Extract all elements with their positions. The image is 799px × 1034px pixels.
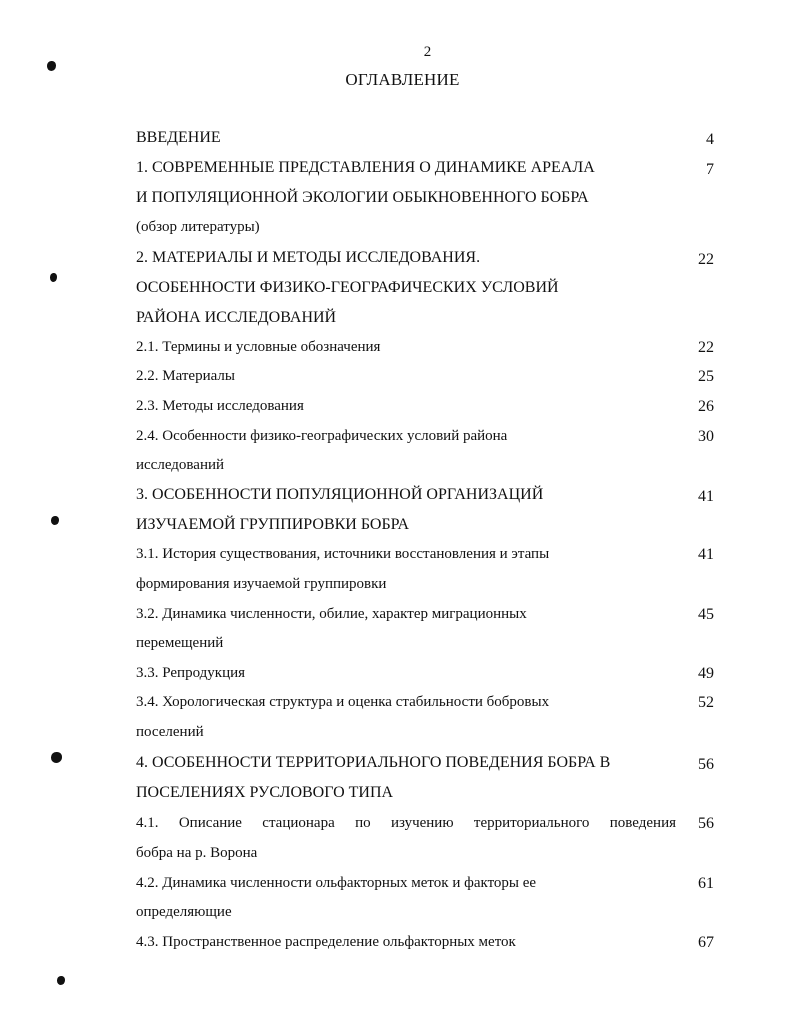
toc-entry-4-2: 4.2. Динамика численности ольфакторных меток и факторы ее bbox=[136, 875, 537, 891]
toc-entry-chapter-2: 2. МАТЕРИАЛЫ И МЕТОДЫ ИССЛЕДОВАНИЯ. bbox=[136, 249, 481, 266]
toc-entry-chapter-3-cont: ИЗУЧАЕМОЙ ГРУППИРОВКИ БОБРА bbox=[136, 516, 410, 533]
toc-entry-4-1-cont: бобра на р. Ворона bbox=[136, 845, 258, 861]
toc-page-number: 52 bbox=[698, 694, 714, 711]
toc-entry-2-4-cont: исследований bbox=[136, 457, 225, 473]
toc-entry-3-2: 3.2. Динамика численности, обилие, характер миграционных bbox=[136, 606, 527, 622]
toc-entry-4-1: 4.1. Описание стационара по изучению территориального поведения bbox=[136, 815, 676, 831]
toc-entry-3-4-cont: поселений bbox=[136, 724, 204, 740]
toc-entry-chapter-2-cont: ОСОБЕННОСТИ ФИЗИКО-ГЕОГРАФИЧЕСКИХ УСЛОВИЙ bbox=[136, 279, 559, 296]
toc-entry-chapter-2-cont: РАЙОНА ИССЛЕДОВАНИЙ bbox=[136, 309, 337, 326]
toc-entry-chapter-1: 1. СОВРЕМЕННЫЕ ПРЕДСТАВЛЕНИЯ О ДИНАМИКЕ АРЕАЛА bbox=[136, 159, 595, 176]
toc-entry-2-2: 2.2. Материалы bbox=[136, 368, 235, 384]
toc-page-number: 49 bbox=[698, 665, 714, 682]
toc-page-number: 26 bbox=[698, 398, 714, 415]
page-title: ОГЛАВЛЕНИЕ bbox=[345, 70, 460, 89]
toc-entry-chapter-3: 3. ОСОБЕННОСТИ ПОПУЛЯЦИОННОЙ ОРГАНИЗАЦИЙ bbox=[136, 486, 544, 503]
toc-page-number: 41 bbox=[698, 546, 714, 563]
toc-page-number: 7 bbox=[706, 161, 714, 178]
toc-page-number: 25 bbox=[698, 368, 714, 385]
toc-entry-chapter-1-cont: (обзор литературы) bbox=[136, 219, 260, 235]
toc-entry-chapter-4: 4. ОСОБЕННОСТИ ТЕРРИТОРИАЛЬНОГО ПОВЕДЕНИЯ БОБРА В bbox=[136, 754, 611, 771]
toc-entry-4-2-cont: определяющие bbox=[136, 904, 232, 920]
toc-page-number: 30 bbox=[698, 428, 714, 445]
toc-page-number: 61 bbox=[698, 875, 714, 892]
toc-entry-chapter-1-cont: И ПОПУЛЯЦИОННОЙ ЭКОЛОГИИ ОБЫКНОВЕННОГО БОБРА bbox=[136, 189, 589, 206]
toc-page-number: 67 bbox=[698, 934, 714, 951]
toc-page-number: 56 bbox=[698, 756, 714, 773]
toc-page-number: 4 bbox=[706, 131, 714, 148]
toc-entry-2-3: 2.3. Методы исследования bbox=[136, 398, 304, 414]
toc-entry-3-1: 3.1. История существования, источники восстановления и этапы bbox=[136, 546, 550, 562]
toc-entry-introduction: ВВЕДЕНИЕ bbox=[136, 129, 221, 146]
toc-entry-2-1: 2.1. Термины и условные обозначения bbox=[136, 339, 381, 355]
page-number: 2 bbox=[423, 44, 432, 60]
binding-hole-mark bbox=[57, 976, 65, 985]
binding-hole-mark bbox=[51, 752, 62, 763]
toc-page-number: 45 bbox=[698, 606, 714, 623]
toc-page-number: 22 bbox=[698, 251, 714, 268]
toc-page-number: 22 bbox=[698, 339, 714, 356]
toc-entry-4-3: 4.3. Пространственное распределение ольфакторных меток bbox=[136, 934, 516, 950]
toc-entry-3-1-cont: формирования изучаемой группировки bbox=[136, 576, 387, 592]
toc-entry-3-3: 3.3. Репродукция bbox=[136, 665, 246, 681]
toc-page-number: 41 bbox=[698, 488, 714, 505]
binding-hole-mark bbox=[51, 516, 59, 525]
toc-entry-2-4: 2.4. Особенности физико-географических условий района bbox=[136, 428, 508, 444]
toc-page-number: 56 bbox=[698, 815, 714, 832]
toc-entry-3-4: 3.4. Хорологическая структура и оценка стабильности бобровых bbox=[136, 694, 550, 710]
toc-entry-chapter-4-cont: ПОСЕЛЕНИЯХ РУСЛОВОГО ТИПА bbox=[136, 784, 394, 801]
binding-hole-mark bbox=[50, 273, 57, 282]
toc-entry-3-2-cont: перемещений bbox=[136, 635, 224, 651]
